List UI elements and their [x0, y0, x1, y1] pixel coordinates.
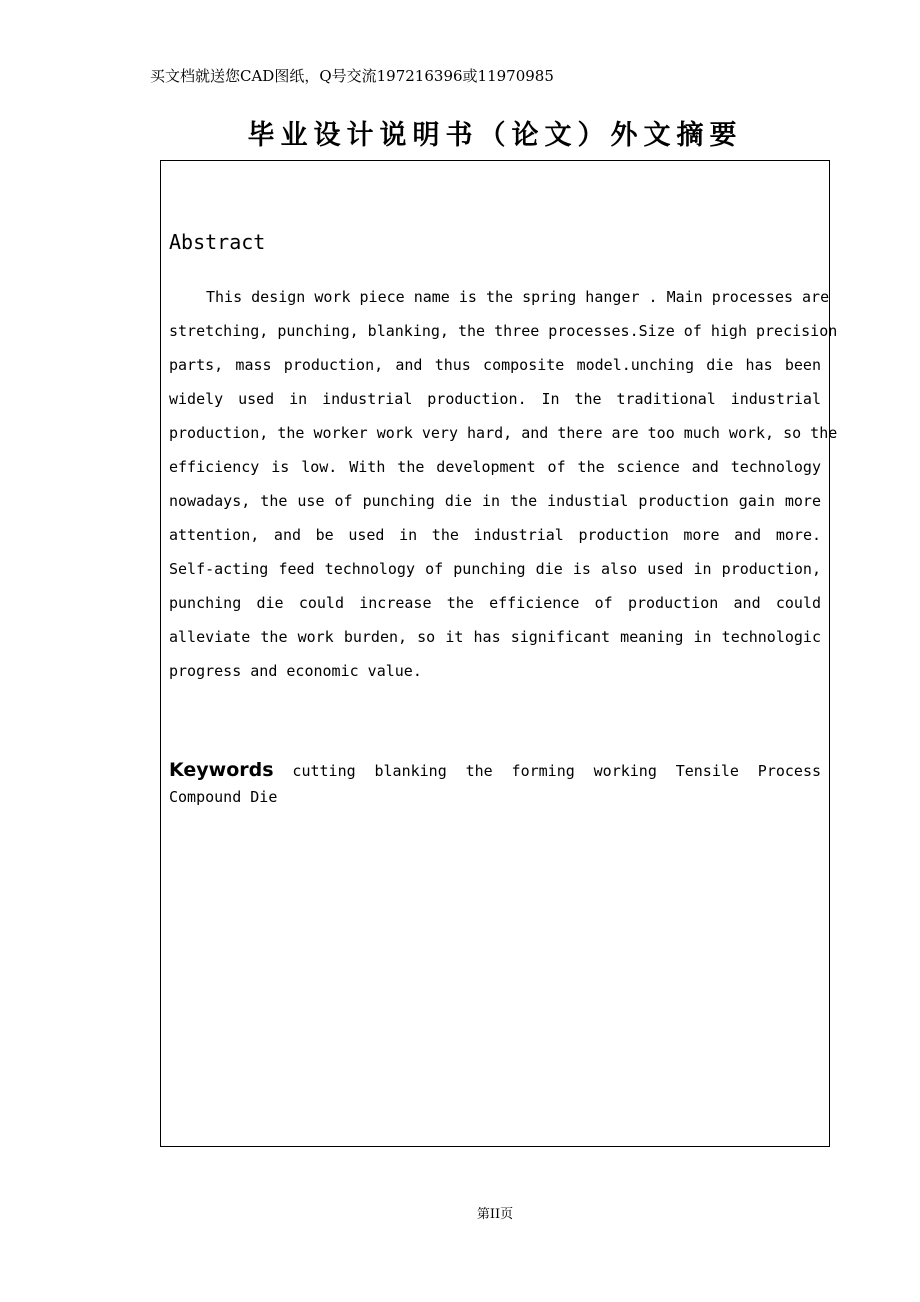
- abstract-line: alleviate the work burden, so it has significant meaning in technologic: [169, 628, 821, 646]
- abstract-line: Self-acting feed technology of punching die is also used in production,: [169, 560, 821, 578]
- keywords-section: [169, 757, 821, 810]
- keywords-line: [169, 757, 821, 784]
- abstract-line: efficiency is low. With the development of the science and technology: [169, 458, 821, 476]
- page-number: 第II页: [476, 1207, 514, 1222]
- abstract-line: attention, and be used in the industrial production more and more.: [169, 526, 821, 544]
- header-note: 买文档就送您CAD图纸，Q号交流197216396或11970985: [150, 67, 554, 85]
- abstract-line: nowadays, the use of punching die in the industial production gain more: [169, 492, 821, 510]
- keywords-values: cutting blanking the forming working Tensile Process: [292, 762, 822, 780]
- abstract-line: widely used in industrial production. In the traditional industrial: [169, 390, 821, 408]
- abstract-line: stretching, punching, blanking, the three processes.Size of high precision: [169, 322, 838, 340]
- keywords-line-2: Compound Die: [169, 788, 278, 806]
- abstract-heading: Abstract: [169, 230, 266, 254]
- page-title: 毕业设计说明书（论文）外文摘要: [247, 120, 743, 151]
- abstract-line: parts, mass production, and thus composite model.unching die has been: [169, 356, 821, 374]
- abstract-line: punching die could increase the efficience of production and could: [169, 594, 821, 612]
- abstract-line: production, the worker work very hard, and there are too much work, so the: [169, 424, 838, 442]
- abstract-line: progress and economic value.: [169, 662, 422, 680]
- abstract-line: This design work piece name is the spring hanger . Main processes are: [206, 288, 830, 306]
- keywords-label: Keywords: [169, 759, 274, 781]
- abstract-body: [169, 280, 838, 688]
